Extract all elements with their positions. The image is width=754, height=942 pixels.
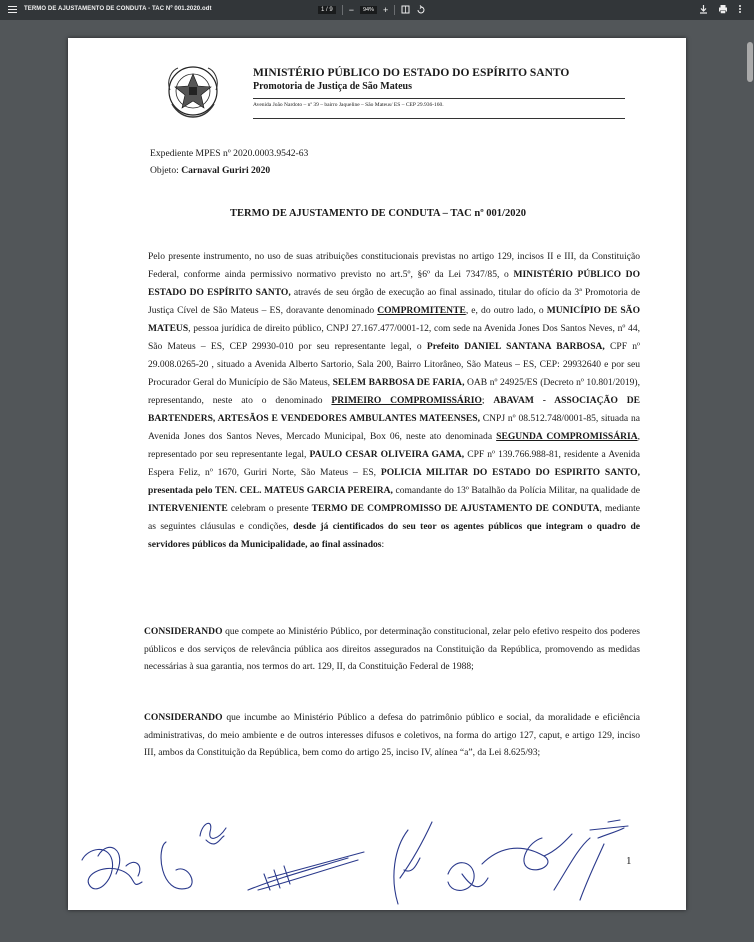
bold-run: POLICIA MILITAR DO ESTADO DO ESPIRITO SANTO, presentada pelo TEN. CEL. MATEUS GARCIA PEREIRA, [148,467,640,496]
bold-run: desde já cientificados do seu teor os agentes públicos que integram o quadro de servidores públicos da Municipalidade, ao final assinados [148,521,640,550]
toolbar-divider [394,5,395,15]
header-rule [253,98,625,99]
text-run: , mediante as seguintes cláusulas e condições, [148,503,640,532]
bold-run: Prefeito DANIEL SANTANA BARBOSA, [426,341,605,352]
page-controls [318,4,425,16]
rotate-icon[interactable] [416,5,425,16]
text-run: ; [481,395,494,406]
text-run: Pelo presente instrumento, no uso de suas atribuições constitucionais previstas no artigo 129, incisos II e III, da Constituição Federal, conforme ainda permissivo normativo previsto no art.5º, §6º da Lei 7347/85, o [148,251,640,280]
underlined-run: COMPROMITENTE [377,305,466,316]
scrollbar[interactable] [746,20,754,942]
bold-run: SELEM BARBOSA DE FARIA, [332,377,465,388]
page-separator: / [326,7,328,13]
considerando-text: que incumbe ao Ministério Público a defesa do patrimônio público e social, da moralidade e eficiência administrativas, do meio ambiente e de outros interesses difusos e coletivos, na forma do artigo 127, caput, e artigo 129, inciso III, ambos da Constituição da República, bem como do artigo 25, inciso IV, alínea “a”, da Lei 8.625/93; [144,712,640,758]
text-run: , e, do outro lado, o [465,305,547,316]
page-number: 1 [626,855,632,867]
underlined-run: PRIMEIRO COMPROMISSÁRIO [331,395,482,406]
text-run: celebram o presente [227,503,312,514]
page-indicator[interactable] [318,6,336,14]
text-run: , representado por seu representante legal, [148,431,640,460]
text-run: CPF nº 29.008.0265-20 , situado a Avenida Alberto Sartorio, Sala 200, Bairro Litorâneo, São Mateus – ES, CEP: 29932640 e por seu Procurador Geral do Município de São Mateus, [148,341,640,388]
preamble-paragraph [148,248,640,554]
zoom-level[interactable]: 94% [360,6,377,14]
objeto-value: Carnaval Guriri 2020 [181,165,271,176]
print-icon[interactable] [718,4,728,17]
objeto-line [150,165,270,176]
document-page [68,38,686,910]
zoom-in-button[interactable]: + [382,5,389,15]
considerando-label: CONSIDERANDO [144,712,223,723]
bold-run: PAULO CESAR OLIVEIRA GAMA, [309,449,465,460]
bold-run: ABAVAM - ASSOCIAÇÃO DE BARTENDERS, ARTESÃOS E VENDEDORES AMBULANTES MATEENSES, [148,395,640,424]
text-run: OAB nº 24925/ES (Decreto nº 10.801/2019), representando, neste ato o denominado [148,377,640,406]
considerando-text: que compete ao Ministério Público, por determinação constitucional, zelar pelo efetivo respeito dos poderes públicos e dos serviços de relevância pública aos direitos assegurados na Constituição da República, promovendo as medidas necessárias à sua garantia, nos termos do art. 129, II, da Constituição Federal de 1988; [144,626,640,672]
zoom-out-button[interactable]: − [348,5,354,15]
header-rule [253,118,625,119]
fit-page-icon[interactable] [401,5,410,16]
total-pages: 9 [329,7,333,13]
considerando-paragraph [144,709,640,762]
viewer-toolbar [0,0,754,20]
expediente-line: Expediente MPES nº 2020.0003.9542-63 [150,148,309,159]
text-run: comandante do 13º Batalhão da Polícia Militar, na qualidade de [392,485,640,496]
text-run: através de seu órgão de execução ao final assinado, titular do ofício da 3ª Promotoria de Justiça Cível de São Mateus – ES, doravante denominado [148,287,641,316]
download-icon[interactable] [699,4,708,17]
considerando-label: CONSIDERANDO [144,626,223,637]
more-icon[interactable] [738,4,742,17]
bold-run: INTERVENIENTE [148,503,228,514]
handwritten-signatures [68,778,686,910]
office-name: Promotoria de Justiça de São Mateus [253,81,412,92]
objeto-label: Objeto: [150,165,179,176]
bold-run: MINISTÉRIO PÚBLICO DO ESTADO DO ESPÍRITO SANTO, [148,269,640,298]
toolbar-divider [342,5,343,15]
text-run: CNPJ nº 08.512.748/0001-85, situada na Avenida Jones dos Santos Neves, Mercado Municipal, Box 06, neste ato denominada [148,413,640,442]
file-title: TERMO DE AJUSTAMENTO DE CONDUTA - TAC Nº 001.2020.odt [24,6,212,12]
toolbar-actions [699,4,742,17]
office-address: Avenida João Nardoto – nº 39 – bairro Jaqueline – São Mateus/ ES – CEP 29.936-160. [253,102,444,108]
scroll-thumb[interactable] [747,42,753,82]
text-run: , pessoa jurídica de direito público, CNPJ 27.167.477/0001-12, com sede na Avenida Jones Dos Santos Neves, nº 44, São Mateus – ES, CEP 29930-010 por seu representante legal, o [148,323,640,352]
menu-icon[interactable] [8,4,17,15]
underlined-run: SEGUNDA COMPROMISSÁRIA [496,431,638,442]
institution-name: MINISTÉRIO PÚBLICO DO ESTADO DO ESPÍRITO SANTO [253,67,570,79]
text-run: : [381,539,385,550]
coat-of-arms-seal [162,60,224,122]
considerando-paragraph [144,623,640,676]
bold-run: MUNICÍPIO DE SÃO MATEUS [148,305,640,334]
document-title: TERMO DE AJUSTAMENTO DE CONDUTA – TAC nº 001/2020 [230,208,526,219]
text-run: CPF nº 139.766.988-81, residente a Avenida Espera Feliz, nº 1670, Guriri Norte, São Mateus – ES, [148,449,640,478]
current-page[interactable]: 1 [321,7,325,13]
bold-run: TERMO DE COMPROMISSO DE AJUSTAMENTO DE CONDUTA [311,503,600,514]
